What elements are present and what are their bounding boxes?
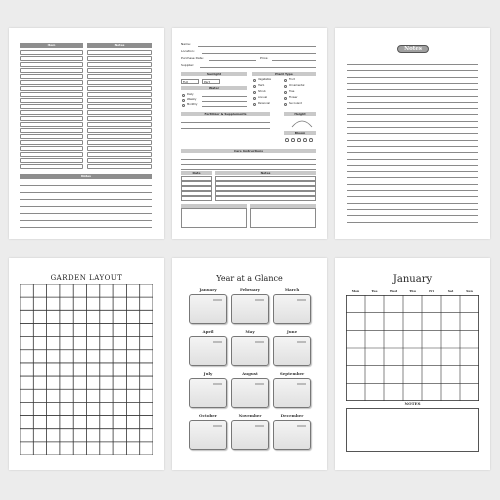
month-box [273, 378, 311, 408]
height-gauge-icon [290, 118, 314, 128]
month-card [189, 287, 227, 324]
item-row-cell [20, 164, 83, 169]
fertilizer-header: Fertilizer & Supplements [181, 112, 270, 116]
water-header: Water [181, 86, 247, 90]
notes-section-header: Notes [20, 174, 152, 179]
plant-type-radio [253, 103, 256, 106]
note-line [347, 108, 478, 109]
note-line [347, 83, 478, 84]
plant-type-label: Annual [258, 96, 268, 99]
log-date-cell [181, 181, 212, 186]
note-line [347, 96, 478, 97]
garden-layout-title: GARDEN LAYOUT [50, 274, 123, 282]
log-notes-cell [215, 181, 316, 186]
notes-row-cell [87, 104, 152, 109]
garden-grid [20, 284, 153, 455]
month-tab [213, 299, 222, 301]
month-card [231, 287, 269, 324]
notes-row-cell [87, 68, 152, 73]
note-line [347, 171, 478, 172]
plant-type-radio [253, 91, 256, 94]
month-tab [213, 383, 222, 385]
plant-type-radio [284, 103, 287, 106]
note-line [347, 77, 478, 78]
page-garden-layout [9, 258, 164, 470]
plant-type-label: Succulent [289, 102, 302, 105]
note-line [347, 102, 478, 103]
month-card [273, 287, 311, 324]
water-radio [182, 94, 185, 97]
page-item-list [9, 28, 164, 239]
page-year-at-a-glance [172, 258, 327, 470]
month-card [231, 413, 269, 450]
month-box [273, 294, 311, 324]
month-label: February [239, 287, 260, 292]
page-january-calendar [335, 258, 490, 470]
notes-row-cell [87, 110, 152, 115]
note-line [347, 127, 478, 128]
bloom-month-icon [291, 138, 295, 142]
item-row-cell [20, 134, 83, 139]
month-box [189, 420, 227, 450]
plant-type-radio [284, 85, 287, 88]
note-line [347, 190, 478, 191]
bloom-month-icon [297, 138, 301, 142]
month-card [189, 371, 227, 408]
month-card [189, 413, 227, 450]
month-box [273, 336, 311, 366]
month-card [273, 413, 311, 450]
note-line [347, 152, 478, 153]
item-row-cell [20, 128, 83, 133]
notes-row-cell [87, 62, 152, 67]
notes-row-cell [87, 164, 152, 169]
month-label: April [202, 329, 214, 334]
notes-row-cell [87, 146, 152, 151]
month-box [231, 336, 269, 366]
item-row-cell [20, 116, 83, 121]
plant-type-label: Perennial [258, 102, 270, 105]
notes-line [20, 213, 152, 214]
calendar-notes-label: NOTES [404, 401, 421, 406]
note-line [347, 184, 478, 185]
month-tab [297, 383, 306, 385]
plant-type-label: Flower [289, 96, 298, 99]
page-plant-record [172, 28, 327, 239]
item-row-cell [20, 68, 83, 73]
month-card [273, 371, 311, 408]
month-box [273, 420, 311, 450]
plant-type-label: Shrub [258, 90, 266, 93]
weekday-label: Sun [466, 289, 473, 293]
item-row-cell [20, 152, 83, 157]
month-box [189, 378, 227, 408]
plant-type-label: Herb [258, 84, 265, 87]
weekday-label: Tue [371, 289, 378, 293]
month-tab [297, 299, 306, 301]
month-tab [255, 299, 264, 301]
notes-column-header-2: Notes [215, 171, 316, 175]
log-date-cell [181, 176, 212, 181]
log-notes-cell [215, 186, 316, 191]
log-notes-cell [215, 176, 316, 181]
month-box [231, 420, 269, 450]
plant-type-radio [284, 79, 287, 82]
note-line [347, 177, 478, 178]
notes-row-cell [87, 122, 152, 127]
notes-line [20, 199, 152, 200]
note-line [347, 114, 478, 115]
month-card [231, 371, 269, 408]
log-date-cell [181, 196, 212, 201]
year-at-a-glance-title: Year at a Glance [216, 274, 283, 283]
note-line [347, 159, 478, 160]
notes-row-cell [87, 56, 152, 61]
weekday-label: Thu [409, 289, 416, 293]
sun-full-box[interactable]: Full [181, 79, 199, 84]
month-label: June [286, 329, 298, 334]
price-label: Price: [260, 56, 269, 60]
item-row-cell [20, 86, 83, 91]
plant-type-header: Plant Type [252, 72, 316, 76]
item-row-cell [20, 56, 83, 61]
photo-box [250, 208, 316, 228]
item-row-cell [20, 92, 83, 97]
item-row-cell [20, 98, 83, 103]
log-date-cell [181, 191, 212, 196]
note-line [347, 121, 478, 122]
weekday-label: Sat [447, 289, 454, 293]
water-radio [182, 104, 185, 107]
item-row-cell [20, 80, 83, 85]
item-column-header: Item [20, 43, 83, 48]
care-instructions-header: Care Instructions [181, 149, 316, 153]
bloom-header: Bloom [284, 131, 316, 135]
notes-row-cell [87, 50, 152, 55]
notes-row-cell [87, 86, 152, 91]
notes-line [20, 185, 152, 186]
plant-type-radio [284, 97, 287, 100]
note-line [347, 70, 478, 71]
month-tab [213, 341, 222, 343]
date-column-header: Date [181, 171, 212, 175]
item-row-cell [20, 158, 83, 163]
note-line [347, 133, 478, 134]
note-line [347, 146, 478, 147]
month-card [231, 329, 269, 366]
item-row-cell [20, 74, 83, 79]
plant-type-radio [284, 91, 287, 94]
notes-page-title: Notes [404, 46, 422, 52]
note-line [347, 89, 478, 90]
month-tab [255, 383, 264, 385]
note-line [347, 140, 478, 141]
month-label: May [245, 329, 255, 334]
month-label: March [284, 287, 300, 292]
note-line [347, 165, 478, 166]
care-line [181, 159, 316, 160]
month-box [231, 294, 269, 324]
month-card [273, 329, 311, 366]
log-notes-cell [215, 191, 316, 196]
notes-column-header: Notes [87, 43, 152, 48]
plant-type-label: Vegetable [258, 78, 271, 81]
month-label: December [280, 413, 304, 418]
month-card [189, 329, 227, 366]
item-row-cell [20, 146, 83, 151]
bloom-month-icon [285, 138, 289, 142]
water-line [202, 101, 247, 102]
month-label: July [203, 371, 213, 376]
month-tab [213, 425, 222, 427]
item-row-cell [20, 140, 83, 145]
month-label: August [242, 371, 258, 376]
notes-row-cell [87, 80, 152, 85]
plant-type-radio [253, 79, 256, 82]
note-line [347, 196, 478, 197]
weekday-label: Mon [351, 289, 360, 293]
log-notes-cell [215, 196, 316, 201]
month-box [189, 294, 227, 324]
notes-row-cell [87, 116, 152, 121]
weekday-label: Fri [429, 289, 434, 293]
page-notes [335, 28, 490, 239]
calendar-grid [346, 295, 479, 401]
month-label: September [279, 371, 305, 376]
bloom-month-icon [309, 138, 313, 142]
water-option-label: Daily [187, 93, 194, 96]
month-label: November [238, 413, 262, 418]
month-box [231, 378, 269, 408]
water-option-label: Weekly [187, 98, 197, 101]
log-date-cell [181, 186, 212, 191]
notes-row-cell [87, 140, 152, 145]
month-tab [297, 425, 306, 427]
notes-line [20, 220, 152, 221]
sun-part-box[interactable]: Part [202, 79, 220, 84]
note-line [347, 64, 478, 65]
plant-type-label: Fruit [289, 78, 295, 81]
notes-row-cell [87, 74, 152, 79]
month-label: January [199, 287, 217, 292]
plant-type-label: Tree [289, 90, 295, 93]
month-tab [297, 341, 306, 343]
notes-line [20, 192, 152, 193]
purchase-date-label: Purchase Date: [181, 56, 204, 60]
month-label: October [199, 413, 217, 418]
water-line [202, 106, 247, 107]
notes-row-cell [87, 134, 152, 139]
water-radio [182, 99, 185, 102]
name-field-label: Name: [181, 42, 191, 46]
weekday-label: Wed [389, 289, 398, 293]
item-row-cell [20, 62, 83, 67]
month-tab [255, 341, 264, 343]
note-line [347, 203, 478, 204]
month-box [189, 336, 227, 366]
notes-line [20, 227, 152, 228]
notes-row-cell [87, 92, 152, 97]
item-row-cell [20, 110, 83, 115]
note-line [347, 209, 478, 210]
month-tab [255, 425, 264, 427]
plant-type-radio [253, 97, 256, 100]
plant-type-radio [253, 85, 256, 88]
notes-row-cell [87, 152, 152, 157]
bloom-month-icon [303, 138, 307, 142]
notes-row-cell [87, 98, 152, 103]
water-option-label: Monthly [187, 103, 198, 106]
item-row-cell [20, 104, 83, 109]
note-line [347, 215, 478, 216]
calendar-notes-box [346, 408, 479, 452]
notes-row-cell [87, 158, 152, 163]
care-line [181, 164, 316, 165]
plant-type-label: Ornamental [289, 84, 305, 87]
location-field-label: Location: [181, 49, 195, 53]
care-line [181, 169, 316, 170]
item-row-cell [20, 122, 83, 127]
sunlight-header: Sunlight [181, 72, 247, 76]
water-line [202, 96, 247, 97]
item-row-cell [20, 50, 83, 55]
supplier-label: Supplier: [181, 63, 195, 67]
calendar-month-title: January [392, 274, 433, 285]
note-line [347, 222, 478, 223]
height-header: Height [284, 112, 316, 116]
notes-line [20, 206, 152, 207]
notes-row-cell [87, 128, 152, 133]
sketch-box [181, 208, 247, 228]
